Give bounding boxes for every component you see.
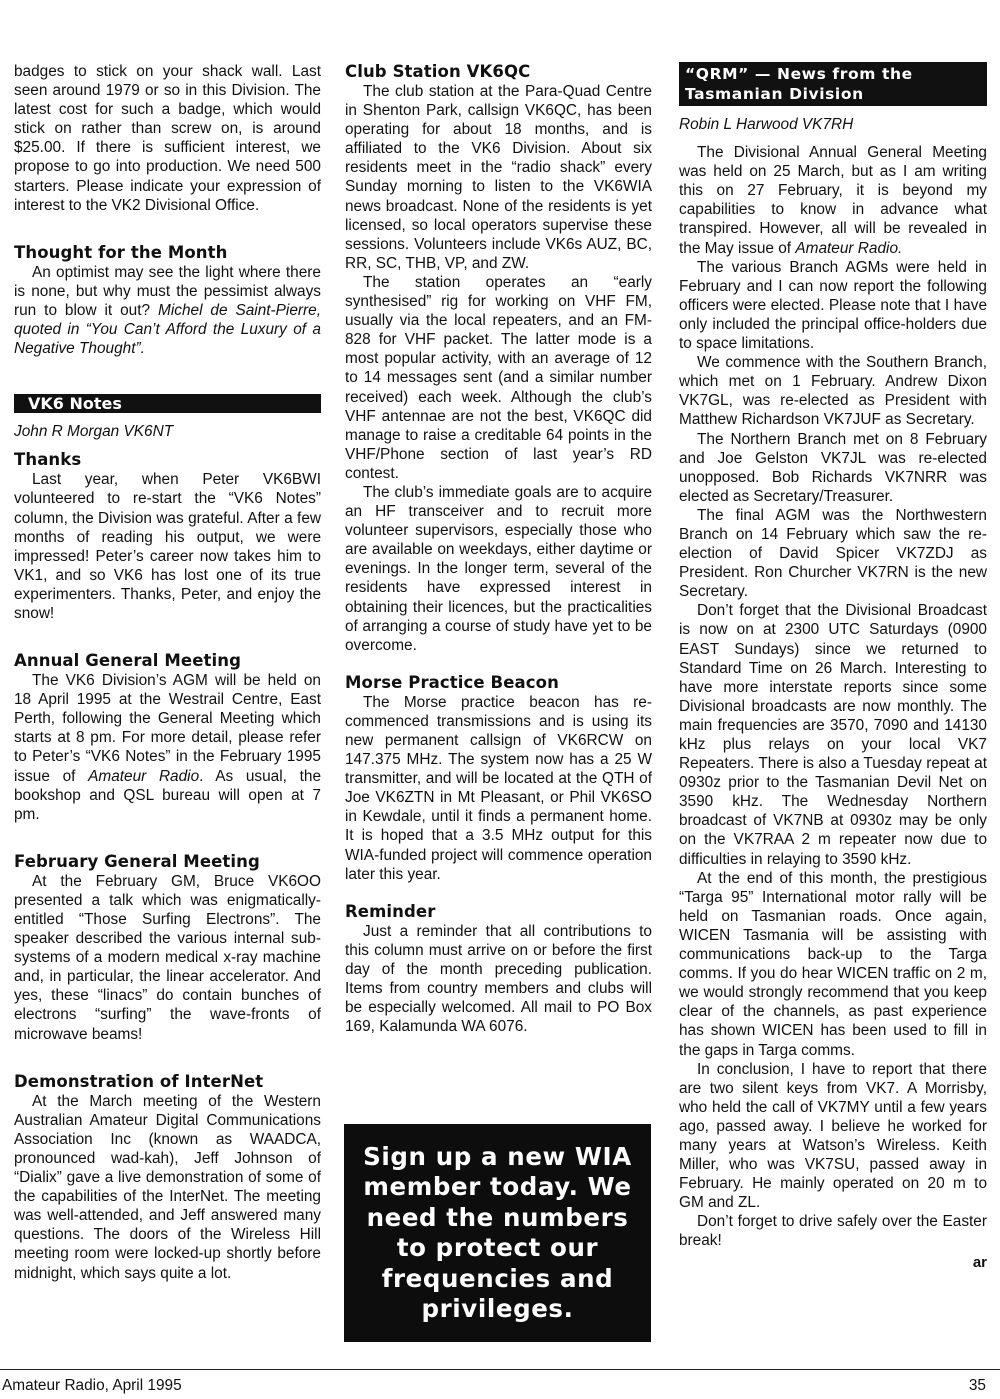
vk6-notes-bar: VK6 Notes: [14, 394, 321, 413]
club-paragraph-2: The station operates an “early synthesised” rig for working on VHF FM, usually via the local repeaters, and an FM-828 for VHF packet. The latter mode is a most popular activity, with an average of 12 to 14 messages sent (and a similar number received) each week. Although the club’s VHF antennae are not the best, VK6QC did manage to raise a creditable 64 points in the VHF/Phone section of last year’s RD contest.: [345, 273, 652, 482]
qrm-paragraph-7: At the end of this month, the prestigious “Targa 95” International motor rally will be held on Tasmanian roads. Once again, WICEN Tasmania will be assisting with communications back-up to the Targa comms. If you do hear WICEN traffic on 2 m, we would strongly recommend that you keep clear of the channels, as past experience has shown WICEN has been used to fill in the gaps in Targa comms.: [679, 869, 987, 1059]
qrm-byline: Robin L Harwood VK7RH: [679, 116, 854, 133]
internet-heading: Demonstration of InterNet: [14, 1071, 264, 1091]
qrm-paragraph-8: In conclusion, I have to report that there are two silent keys from VK7. A Morrisby, who held the call of VK7MY until a few years ago, passed away. I believe he worked for many years at Watson’s Wireless. Keith Miller, who was VK7SU, passed away in February. He mainly operated on 20 m to GM and ZL.: [679, 1060, 987, 1212]
footer-page-number: 35: [968, 1377, 986, 1394]
qrm-p1-text: The Divisional Annual General Meeting was held on 25 March, but as I am writing this on 27 February, it is beyond my capabilities to know in advance what transpired. However, all will be revealed in the May issue of: [679, 144, 987, 257]
vk6-byline: John R Morgan VK6NT: [14, 423, 174, 441]
agm-text-italic: Amateur Radio: [88, 767, 200, 785]
column-left: [14, 62, 321, 1283]
reminder-paragraph: Just a reminder that all contributions to this column must arrive on or before the first day of the month preceding publication. Items from country members and clubs will be especially welcomed. All mail to PO Box 169, Kalamunda WA 6076.: [345, 922, 652, 1036]
end-mark: ar: [972, 1253, 987, 1271]
agm-text-b: . As usual, the bookshop and QSL bureau will open at 7 pm.: [14, 767, 321, 823]
thought-text: An optimist may see the light where there is none, but why must the pessimist always run to blow it out?: [14, 263, 321, 319]
internet-paragraph: At the March meeting of the Western Australian Amateur Digital Communications Association Inc (known as WAADCA, pronounced wad-kah), Jeff Johnson of “Dialix” gave a live demonstration of some of the capabilities of the InterNet. The meeting was well-attended, and Jeff answered many questions. The doors of the Wireless Hill meeting room were locked-up shortly before midnight, which says quite a lot.: [14, 1092, 321, 1282]
badges-paragraph: badges to stick on your shack wall. Last seen around 1979 or so in this Division. The latest cost for such a badge, which would stick on rather than screw on, is around $25.00. If there is sufficient interest, we propose to go into production. We need 500 starters. Please indicate your expression of interest to the VK2 Divisional Office.: [14, 63, 321, 214]
agm-text-a: The VK6 Division’s AGM will be held on 18 April 1995 at the Westrail Centre, East Perth, following the General Meeting which starts at 8 pm. For more detail, please refer to Peter’s “VK6 Notes” in the February 1995 issue of: [14, 672, 321, 785]
club-paragraph-3: The club’s immediate goals are to acquire an HF transceiver and to recruit more volunteer supervisors, especially those who are available on weekdays, either daytime or evenings. In the longer term, several of the residents have expressed interest in obtaining their licences, but the practicalities of arranging a course of study have yet to be overcome.: [345, 483, 652, 654]
thought-paragraph: [14, 263, 321, 358]
qrm-paragraph-4: The Northern Branch met on 8 February and Joe Gelston VK7JL was re-elected unopposed. Bob Richards VK7NRR was elected as Secretary/Treasurer.: [679, 430, 987, 505]
thought-quote: Michel de Saint-Pierre, quoted in “You Can’t Afford the Luxury of a Negative Thought”.: [14, 301, 321, 358]
feb-heading: February General Meeting: [14, 851, 260, 871]
column-right: [679, 62, 987, 1272]
qrm-paragraph-9: Don’t forget to drive safely over the Easter break!: [679, 1213, 987, 1250]
qrm-heading-bar: “QRM” — News from the Tasmanian Division: [679, 62, 987, 106]
qrm-p1-italic: Amateur Radio.: [795, 239, 903, 257]
reminder-heading: Reminder: [345, 901, 436, 921]
qrm-paragraph-6: Don’t forget that the Divisional Broadcast is now on at 2300 UTC Saturdays (0900 EAST Sundays) since we returned to Standard Time on 26 March. Interesting to have more interstate reports since some Divisional broadcasts are now monthly. The main frequencies are 3570, 7090 and 14130 kHz plus relays on your local VK7 Repeaters. There is also a Tuesday repeat at 0930z prior to the Tasmanian Devil Net on 3590 kHz. The Wednesday Northern broadcast of VK7NB at 0930z may be only on the VK7RAA 2 m repeater now due to difficulties in relaying to 3590 kHz.: [679, 602, 987, 868]
qrm-paragraph-1: [679, 143, 987, 258]
morse-paragraph: The Morse practice beacon has re-commenced transmissions and is using its new permanent callsign of VK6RCW on 147.375 MHz. The system now has a 25 W transmitter, and will be located at the QTH of Joe VK6ZTN in Mt Pleasant, or Phil VK6SO in Kewdale, until it finds a permanent home. It is hoped that a 3.5 MHz output for this WIA-funded project will commence operation later this year.: [345, 693, 652, 883]
footer-publication: Amateur Radio, April 1995: [2, 1377, 182, 1394]
wia-promo-text: Sign up a new WIA member today. We need the numbers to protect our frequencies and privileges.: [363, 1141, 632, 1323]
qrm-paragraph-5: The final AGM was the Northwestern Branch on 14 February which saw the re-election of David Spicer VK7ZDJ as President. Ron Churcher VK7RN is the new Secretary.: [679, 506, 987, 601]
thanks-paragraph: Last year, when Peter VK6BWI volunteered to re-start the “VK6 Notes” column, the Division was grateful. After a few months of reading his output, we were impressed! Peter’s career now takes him to VK1, and so VK6 has lost one of its true experimenters. Thanks, Peter, and enjoy the snow!: [14, 471, 321, 622]
feb-paragraph: At the February GM, Bruce VK6OO presented a talk which was enigmatically-entitled “Those Surfing Electrons”. The speaker described the various internal sub-systems of a modern medical x-ray machine and, in particular, the linear accelerator. And yes, these “linacs” do contain bunches of electrons “surfing” the wave-fronts of microwave beams!: [14, 872, 321, 1043]
column-middle: [345, 62, 652, 1036]
footer-rule: [0, 1369, 1000, 1370]
morse-heading: Morse Practice Beacon: [345, 672, 559, 692]
thanks-heading: Thanks: [14, 450, 82, 470]
agm-heading: Annual General Meeting: [14, 651, 241, 671]
thought-heading: Thought for the Month: [14, 242, 228, 262]
club-heading: Club Station VK6QC: [345, 62, 531, 81]
qrm-paragraph-3: We commence with the Southern Branch, which met on 1 February. Andrew Dixon VK7GL, was re-elected as President with Matthew Richardson VK7JUF as Secretary.: [679, 354, 987, 429]
club-paragraph-1: The club station at the Para-Quad Centre in Shenton Park, callsign VK6QC, has been operating for about 18 months, and is affiliated to the VK6 Division. About six residents meet in the “radio shack” every Sunday morning to listen to the VK6WIA news broadcast. None of the residents is yet licensed, so local operators supervise these sessions. Volunteers include VK6s AUZ, BC, RR, SC, THB, VP, and ZW.: [345, 83, 652, 272]
qrm-paragraph-2: The various Branch AGMs were held in February and I can now report the following officers were elected. Please note that I have only included the principal office-holders due to space limitations.: [679, 258, 987, 353]
wia-promo-box: [344, 1124, 651, 1342]
agm-paragraph: [14, 671, 321, 824]
